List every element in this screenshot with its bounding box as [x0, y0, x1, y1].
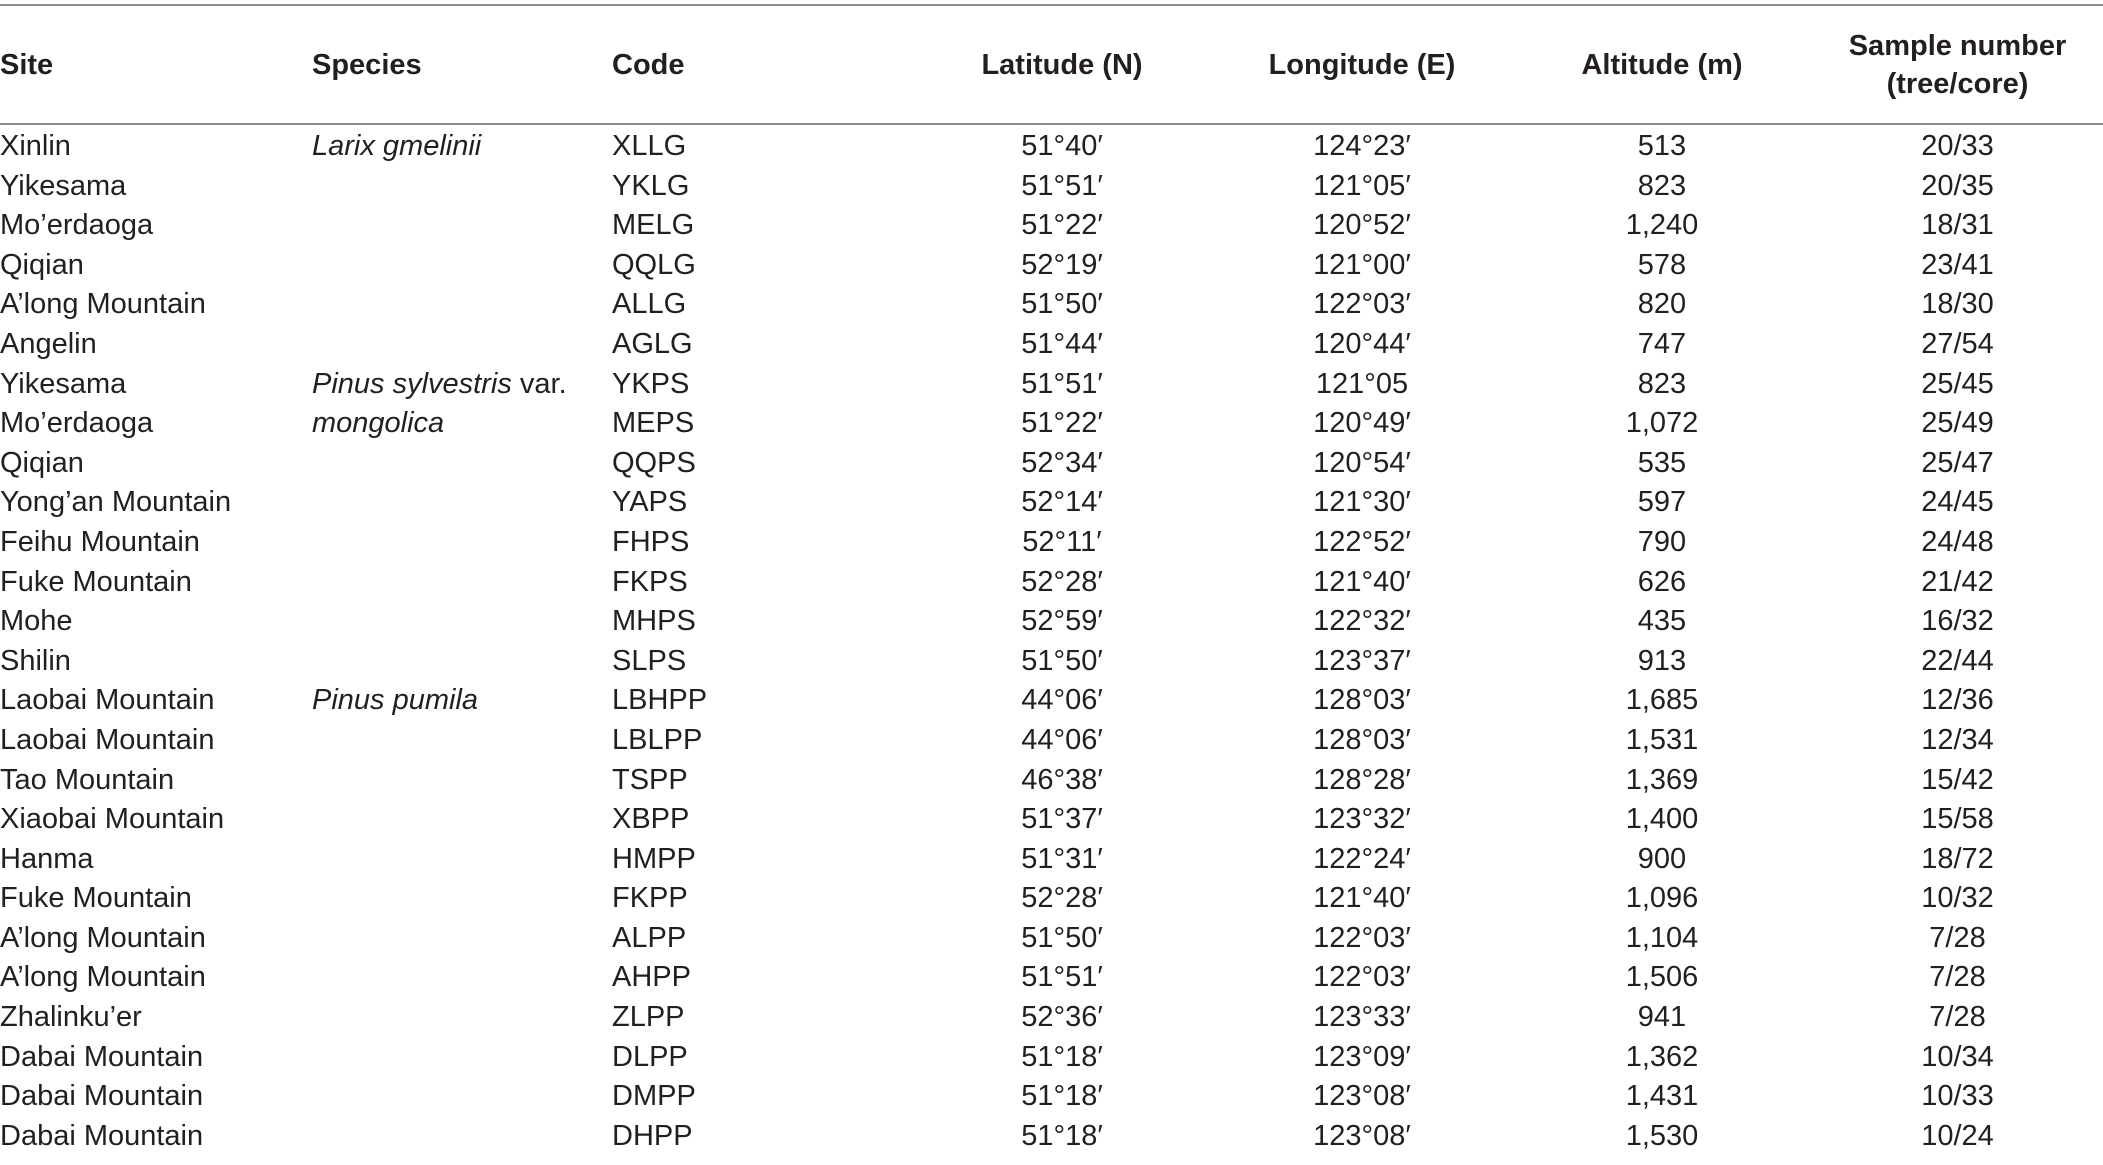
cell-code: TSPP	[612, 763, 688, 796]
cell-sample-number: 10/34	[1921, 1040, 1994, 1073]
cell-longitude: 122°03′	[1313, 961, 1411, 994]
cell-species	[312, 1117, 612, 1157]
cell-code: FKPP	[612, 882, 688, 915]
cell-species	[312, 365, 612, 405]
cell-latitude: 51°51′	[1021, 961, 1103, 994]
cell-species	[312, 1077, 612, 1117]
cell-latitude: 51°40′	[1021, 130, 1103, 162]
header-sample-number	[1812, 6, 2103, 123]
cell-altitude: 578	[1637, 248, 1687, 281]
cell-longitude: 121°05	[1315, 367, 1409, 400]
cell-sample-number: 15/58	[1921, 803, 1994, 836]
table-row	[0, 998, 2103, 1038]
cell-sample-number: 7/28	[1929, 961, 1986, 994]
cell-altitude: 435	[1637, 605, 1687, 638]
cell-code: MELG	[612, 209, 695, 242]
table-row	[0, 123, 2103, 167]
cell-latitude: 52°28′	[1021, 882, 1103, 915]
cell-code: FHPS	[612, 525, 690, 558]
cell-latitude: 46°38′	[1021, 763, 1103, 796]
header-longitude: Longitude (E)	[1268, 48, 1456, 81]
cell-sample-number: 12/34	[1921, 723, 1994, 756]
species-scientific-name: Pinus sylvestris	[312, 367, 512, 400]
cell-longitude: 122°52′	[1313, 525, 1411, 558]
header-row	[0, 6, 2103, 123]
table-row	[0, 958, 2103, 998]
header-altitude: Altitude (m)	[1581, 48, 1743, 81]
cell-sample-number: 10/24	[1921, 1119, 1994, 1152]
cell-site: Xinlin	[0, 130, 71, 162]
cell-species	[312, 681, 612, 721]
table-row	[0, 681, 2103, 721]
cell-code: QQLG	[612, 248, 696, 281]
cell-longitude: 122°03′	[1313, 921, 1411, 954]
cell-longitude: 123°08′	[1313, 1119, 1411, 1152]
table-row	[0, 563, 2103, 603]
cell-sample-number: 7/28	[1929, 921, 1986, 954]
cell-latitude: 52°19′	[1021, 248, 1103, 281]
cell-species	[312, 1038, 612, 1078]
cell-code: DHPP	[612, 1119, 693, 1152]
table-row	[0, 840, 2103, 880]
table-row	[0, 642, 2103, 682]
cell-latitude: 51°50′	[1021, 288, 1103, 321]
cell-site: Zhalinku’er	[0, 1001, 142, 1034]
table-row	[0, 879, 2103, 919]
table-body	[0, 123, 2103, 1156]
cell-code: ALLG	[612, 288, 687, 321]
table-row	[0, 523, 2103, 563]
cell-sample-number: 7/28	[1929, 1001, 1986, 1034]
cell-longitude: 121°40′	[1313, 882, 1411, 915]
cell-species	[312, 642, 612, 682]
cell-latitude: 52°59′	[1021, 605, 1103, 638]
cell-code: DLPP	[612, 1040, 688, 1073]
cell-site: A’long Mountain	[0, 961, 206, 994]
cell-sample-number: 20/35	[1921, 169, 1994, 202]
cell-sample-number: 15/42	[1921, 763, 1994, 796]
cell-site: Fuke Mountain	[0, 565, 192, 598]
species-scientific-name: mongolica	[312, 407, 445, 440]
cell-sample-number: 27/54	[1921, 327, 1994, 360]
cell-longitude: 128°03′	[1313, 684, 1411, 717]
cell-site: Qiqian	[0, 248, 84, 281]
cell-site: Dabai Mountain	[0, 1119, 204, 1152]
cell-sample-number: 24/48	[1921, 525, 1994, 558]
cell-site: Dabai Mountain	[0, 1040, 204, 1073]
cell-latitude: 51°18′	[1021, 1080, 1103, 1113]
species-suffix: var.	[511, 367, 567, 400]
site-table	[0, 6, 2103, 1156]
cell-species	[312, 761, 612, 801]
cell-site: Laobai Mountain	[0, 723, 215, 756]
cell-species	[312, 998, 612, 1038]
cell-sample-number: 24/45	[1921, 486, 1994, 519]
table-row	[0, 325, 2103, 365]
cell-code: MEPS	[612, 407, 695, 440]
cell-longitude: 128°03′	[1313, 723, 1411, 756]
cell-species	[312, 483, 612, 523]
cell-latitude: 51°51′	[1021, 367, 1103, 400]
cell-longitude: 120°52′	[1313, 209, 1411, 242]
cell-sample-number: 22/44	[1921, 644, 1994, 677]
cell-longitude: 128°28′	[1313, 763, 1411, 796]
cell-sample-number: 10/33	[1921, 1080, 1994, 1113]
cell-altitude: 747	[1637, 327, 1687, 360]
cell-longitude: 122°24′	[1313, 842, 1411, 875]
table-row	[0, 483, 2103, 523]
cell-site: Yong’an Mountain	[0, 486, 232, 519]
cell-altitude: 823	[1637, 169, 1687, 202]
table-row	[0, 206, 2103, 246]
table-row	[0, 602, 2103, 642]
cell-species	[312, 602, 612, 642]
cell-longitude: 123°09′	[1313, 1040, 1411, 1073]
cell-altitude: 1,400	[1625, 803, 1699, 836]
cell-species	[312, 840, 612, 880]
table-row	[0, 1038, 2103, 1078]
cell-latitude: 52°14′	[1021, 486, 1103, 519]
cell-species	[312, 800, 612, 840]
cell-code: YKLG	[612, 169, 690, 202]
cell-latitude: 52°28′	[1021, 565, 1103, 598]
cell-site: Tao Mountain	[0, 763, 175, 796]
cell-species	[312, 721, 612, 761]
cell-longitude: 120°44′	[1313, 327, 1411, 360]
cell-code: ZLPP	[612, 1001, 685, 1034]
cell-latitude: 51°31′	[1021, 842, 1103, 875]
cell-code: YAPS	[612, 486, 688, 519]
cell-latitude: 51°18′	[1021, 1119, 1103, 1152]
cell-altitude: 820	[1637, 288, 1687, 321]
cell-altitude: 1,530	[1625, 1119, 1699, 1152]
cell-longitude: 123°08′	[1313, 1080, 1411, 1113]
cell-site: Laobai Mountain	[0, 684, 215, 717]
cell-site: Xiaobai Mountain	[0, 803, 225, 836]
cell-site: A’long Mountain	[0, 288, 206, 321]
cell-code: AHPP	[612, 961, 691, 994]
cell-latitude: 51°50′	[1021, 644, 1103, 677]
cell-site: Feihu Mountain	[0, 525, 200, 558]
cell-species	[312, 404, 612, 444]
cell-altitude: 1,240	[1625, 209, 1699, 242]
cell-site: Mohe	[0, 605, 73, 638]
cell-altitude: 535	[1637, 446, 1687, 479]
cell-latitude: 51°51′	[1021, 169, 1103, 202]
table-row	[0, 167, 2103, 207]
cell-sample-number: 23/41	[1921, 248, 1994, 281]
table-row	[0, 404, 2103, 444]
cell-species	[312, 167, 612, 207]
cell-altitude: 1,506	[1625, 961, 1699, 994]
table-row	[0, 800, 2103, 840]
cell-latitude: 51°37′	[1021, 803, 1103, 836]
cell-species	[312, 523, 612, 563]
cell-sample-number: 18/30	[1921, 288, 1994, 321]
cell-code: MHPS	[612, 605, 696, 638]
cell-altitude: 1,104	[1625, 921, 1699, 954]
cell-code: LBHPP	[612, 684, 708, 717]
cell-site: Mo’erdaoga	[0, 209, 154, 242]
species-scientific-name: Pinus pumila	[312, 684, 479, 717]
cell-altitude: 1,685	[1625, 684, 1699, 717]
cell-altitude: 1,096	[1625, 882, 1699, 915]
cell-species	[312, 285, 612, 325]
cell-longitude: 122°32′	[1313, 605, 1411, 638]
cell-latitude: 51°18′	[1021, 1040, 1103, 1073]
table-row	[0, 919, 2103, 959]
cell-latitude: 52°11′	[1022, 525, 1102, 558]
cell-species	[312, 206, 612, 246]
table-row	[0, 1117, 2103, 1157]
cell-code: HMPP	[612, 842, 696, 875]
cell-sample-number: 25/49	[1921, 407, 1994, 440]
header-sample-line2: (tree/core)	[1886, 67, 2029, 100]
cell-code: SLPS	[612, 644, 687, 677]
cell-sample-number: 12/36	[1921, 684, 1994, 717]
cell-code: LBLPP	[612, 723, 703, 756]
table-row	[0, 246, 2103, 286]
cell-latitude: 44°06′	[1021, 723, 1103, 756]
cell-code: XBPP	[612, 803, 690, 836]
header-sample-line1: Sample number	[1848, 29, 2067, 62]
cell-altitude: 597	[1637, 486, 1687, 519]
cell-code: FKPS	[612, 565, 688, 598]
cell-species	[312, 123, 612, 167]
cell-longitude: 123°37′	[1313, 644, 1411, 677]
cell-code: QQPS	[612, 446, 696, 479]
cell-latitude: 44°06′	[1021, 684, 1103, 717]
cell-code: XLLG	[612, 130, 687, 162]
cell-latitude: 51°22′	[1021, 209, 1103, 242]
cell-site: Yikesama	[0, 169, 127, 202]
cell-longitude: 123°33′	[1313, 1001, 1411, 1034]
cell-species	[312, 958, 612, 998]
cell-site: Fuke Mountain	[0, 882, 192, 915]
cell-latitude: 51°44′	[1021, 327, 1103, 360]
cell-species	[312, 563, 612, 603]
table-row	[0, 721, 2103, 761]
cell-altitude: 790	[1637, 525, 1687, 558]
table-row	[0, 285, 2103, 325]
header-species: Species	[312, 48, 422, 81]
table-row	[0, 365, 2103, 405]
cell-latitude: 52°36′	[1021, 1001, 1103, 1034]
cell-sample-number: 16/32	[1921, 605, 1994, 638]
cell-latitude: 51°22′	[1021, 407, 1103, 440]
cell-altitude: 1,072	[1625, 407, 1699, 440]
header-latitude: Latitude (N)	[981, 48, 1143, 81]
cell-sample-number: 25/47	[1921, 446, 1994, 479]
cell-longitude: 120°49′	[1313, 407, 1411, 440]
cell-latitude: 52°34′	[1021, 446, 1103, 479]
table-header	[0, 6, 2103, 123]
cell-site: Shilin	[0, 644, 71, 677]
cell-sample-number: 18/31	[1921, 209, 1994, 242]
cell-code: DMPP	[612, 1080, 696, 1113]
cell-species	[312, 444, 612, 484]
cell-altitude: 1,362	[1625, 1040, 1699, 1073]
cell-species	[312, 325, 612, 365]
cell-species	[312, 919, 612, 959]
cell-site: Angelin	[0, 327, 97, 360]
cell-site: Qiqian	[0, 446, 84, 479]
cell-longitude: 122°03′	[1313, 288, 1411, 321]
cell-latitude: 51°50′	[1021, 921, 1103, 954]
cell-code: ALPP	[612, 921, 687, 954]
header-code: Code	[612, 48, 685, 81]
cell-longitude: 124°23′	[1313, 130, 1411, 162]
cell-altitude: 1,369	[1625, 763, 1699, 796]
cell-altitude: 1,431	[1625, 1080, 1699, 1113]
cell-altitude: 913	[1637, 644, 1687, 677]
cell-altitude: 1,531	[1625, 723, 1699, 756]
cell-site: Hanma	[0, 842, 94, 875]
cell-sample-number: 20/33	[1921, 130, 1994, 162]
cell-code: YKPS	[612, 367, 690, 400]
cell-species	[312, 879, 612, 919]
cell-species	[312, 246, 612, 286]
cell-sample-number: 21/42	[1921, 565, 1994, 598]
cell-longitude: 121°30′	[1313, 486, 1411, 519]
cell-site: Dabai Mountain	[0, 1080, 204, 1113]
cell-altitude: 626	[1637, 565, 1687, 598]
table-row	[0, 444, 2103, 484]
cell-longitude: 120°54′	[1313, 446, 1411, 479]
cell-altitude: 513	[1637, 130, 1687, 162]
table-row	[0, 1077, 2103, 1117]
cell-sample-number: 18/72	[1921, 842, 1994, 875]
cell-site: Yikesama	[0, 367, 127, 400]
cell-site: Mo’erdaoga	[0, 407, 154, 440]
cell-sample-number: 10/32	[1921, 882, 1994, 915]
cell-altitude: 823	[1637, 367, 1687, 400]
species-scientific-name: Larix gmelinii	[312, 130, 482, 162]
cell-code: AGLG	[612, 327, 693, 360]
cell-longitude: 121°05′	[1313, 169, 1411, 202]
cell-sample-number: 25/45	[1921, 367, 1994, 400]
cell-longitude: 121°00′	[1313, 248, 1411, 281]
table-row	[0, 761, 2103, 801]
cell-altitude: 900	[1637, 842, 1687, 875]
cell-longitude: 121°40′	[1313, 565, 1411, 598]
header-site: Site	[0, 48, 54, 81]
cell-altitude: 941	[1637, 1001, 1687, 1034]
cell-site: A’long Mountain	[0, 921, 206, 954]
cell-longitude: 123°32′	[1313, 803, 1411, 836]
